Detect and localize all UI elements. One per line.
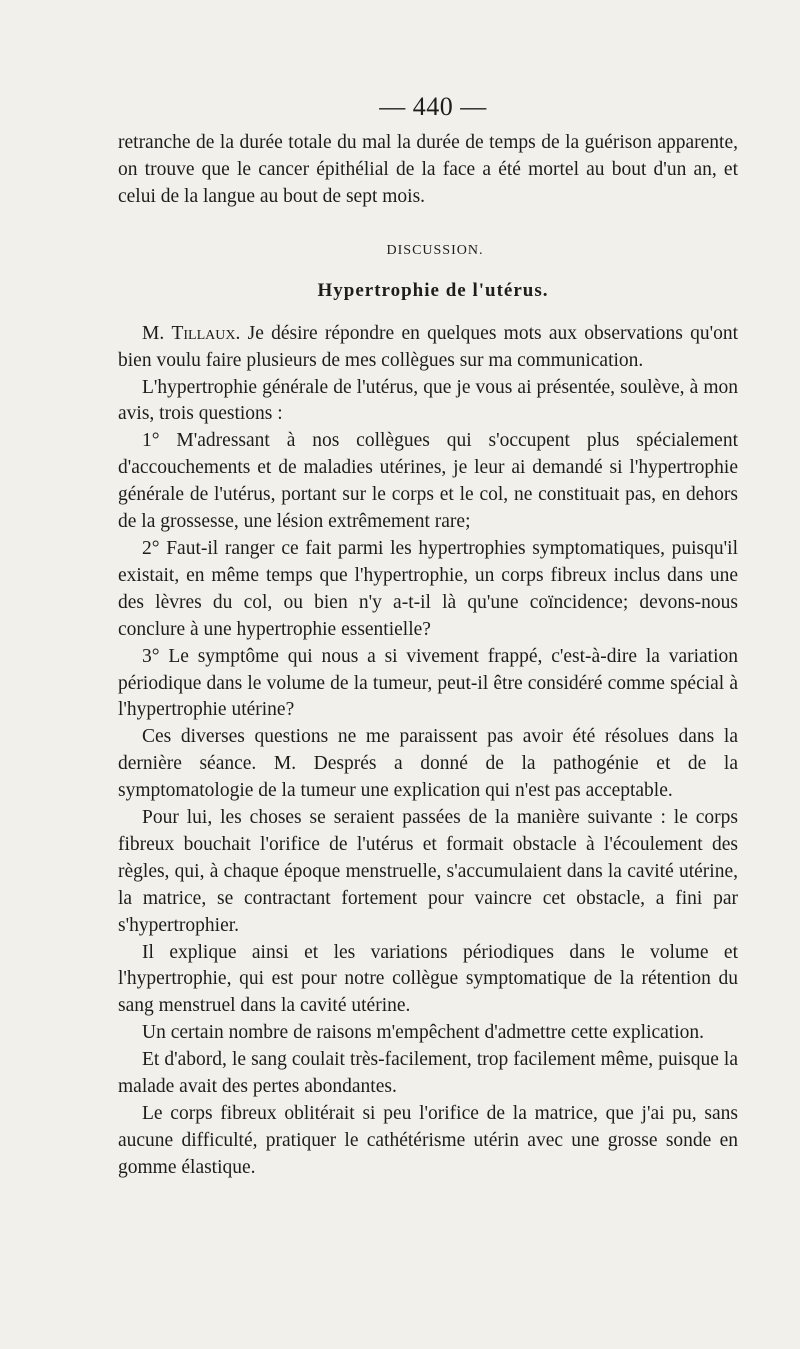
paragraph-second-reason: Le corps fibreux oblitérait si peu l'orifice de la matrice, que j'ai pu, sans aucune difficulté, pratiquer le cathétérisme utérin avec une grosse sonde en gomme élastique. [118,1103,738,1178]
paragraph-question-1: 1° M'adressant à nos collègues qui s'occupent plus spécialement d'accouchements et de maladies utérines, je leur ai demandé si l'hypertrophie générale de l'utérus, portant sur le corps et le col, ne constituait pas, en dehors de la grossesse, une lésion extrêmement rare; [118,430,738,533]
paragraph-overview: L'hypertrophie générale de l'utérus, que je vous ai présentée, soulève, à mon avis, trois questions : [118,376,738,425]
paragraph-question-3: 3° Le symptôme qui nous a si vivement frappé, c'est-à-dire la variation périodique dans le volume de la tumeur, peut-il être considéré comme spécial à l'hypertrophie utérine? [118,645,738,721]
section-label: DISCUSSION. [386,242,484,258]
paragraph-question-2: 2° Faut-il ranger ce fait parmi les hypertrophies symptomatiques, puisqu'il existait, en même temps que l'hypertrophie, un corps fibreux inclus dans une des lèvres du col, ou bien n'y a-t-il là qu'une coïncidence; devons-nous conclure à une hypertrophie essentielle? [118,537,738,640]
section-title: Hypertrophie de l'utérus. [317,279,549,301]
opening-paragraph: retranche de la durée totale du mal la durée de temps de la guérison apparente, on trouve que le cancer épithélial de la face a été mortel au bout d'un an, et celui de la langue au bout de sept mois. [118,132,738,207]
paragraph-despres-theory: Pour lui, les choses se seraient passées de la manière suivante : le corps fibreux bouchait l'orifice de l'utérus et formait obstacle à l'écoulement des règles, qui, à chaque époque menstruelle, s'accumulaient dans la cavité utérine, la matrice, se contractant fortement pour vaincre cet obstacle, a fini par s'hypertrophier. [118,807,738,936]
paragraph-first-reason: Et d'abord, le sang coulait très-facilement, trop facilement même, puisque la malade avait des pertes abondantes. [118,1049,738,1098]
page-number: — 440 — [379,92,487,121]
page-content [118,92,738,1182]
paragraph-objection: Un certain nombre de raisons m'empêchent d'admettre cette explication. [142,1022,705,1044]
speaker-name: Tillaux. [171,322,241,344]
paragraph-explanation: Il explique ainsi et les variations périodiques dans le volume et l'hypertrophie, qui est pour notre collègue symptomatique de la rétention du sang menstruel dans la cavité utérine. [118,941,738,1017]
speaker-prefix: M. [142,322,165,344]
paragraph-previous-session: Ces diverses questions ne me paraissent pas avoir été résolues dans la dernière séance. M. Després a donné de la pathogénie et de la symptomatologie de la tumeur une explication qui n'est pas acceptable. [118,726,738,802]
paragraph-text: Je désire répondre en quelques mots aux observations qu'ont bien voulu faire plusieurs de mes collègues sur ma communication. [118,322,738,371]
speaker-paragraph [118,321,738,375]
